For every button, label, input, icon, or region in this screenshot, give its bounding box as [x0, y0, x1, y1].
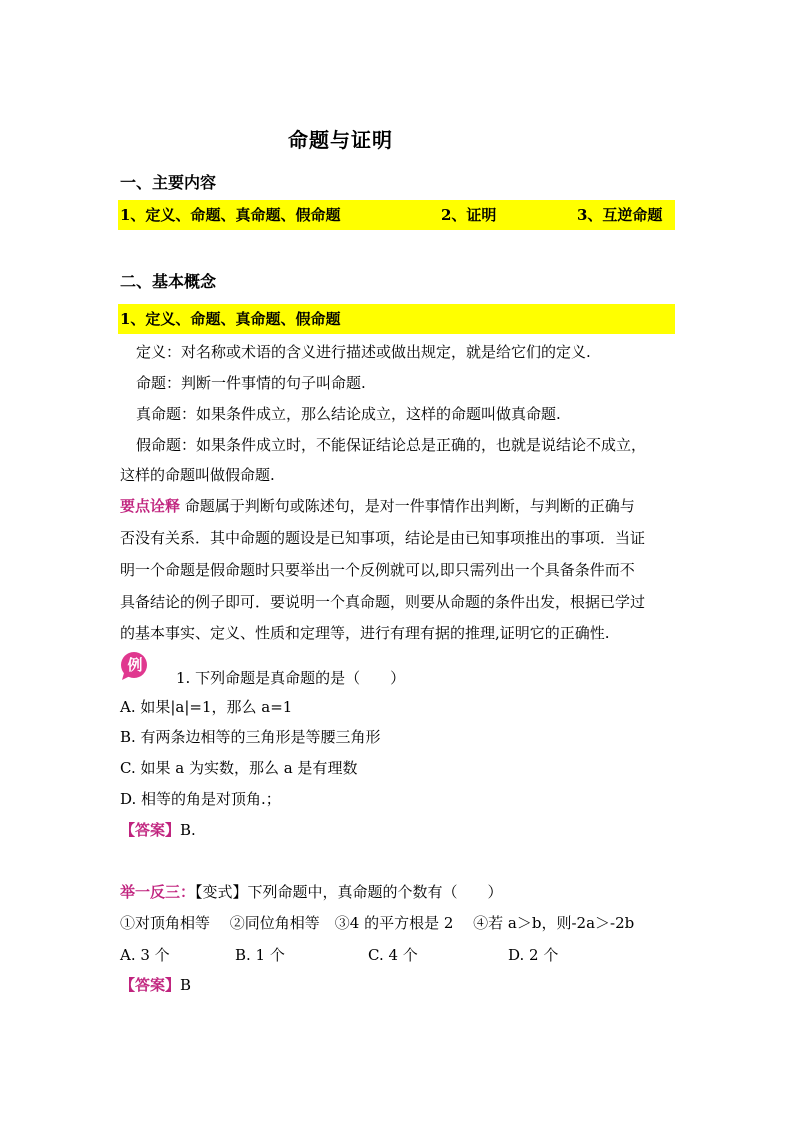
example-question: 1. 下列命题是真命题的是（ ） [176, 669, 406, 687]
example-answer [120, 820, 196, 840]
section-heading-basic-concepts: 二、基本概念 [120, 272, 217, 291]
keypoint-line-4: 具备结论的例子即可．要说明一个真命题，则要从命题的条件出发，根据已学过 [120, 593, 646, 611]
example-option-a: A. 如果|a|=1，那么 a=1 [120, 698, 293, 716]
definition-false-proposition-cont: 这样的命题叫做假命题. [120, 466, 275, 484]
keypoint-line-2: 否没有关系．其中命题的题设是已知事项，结论是由已知事项推出的事项．当证 [120, 529, 646, 547]
variant-question-line [120, 882, 503, 902]
example-answer-label: 【答案】 [120, 821, 181, 839]
variant-label: 举一反三： [120, 883, 196, 901]
variant-choice-b: B. 1 个 [235, 946, 285, 964]
example-option-b: B. 有两条边相等的三角形是等腰三角形 [120, 728, 381, 746]
keypoint-label: 要点诠释 [120, 497, 181, 515]
main-content-item-1: 1、定义、命题、真命题、假命题 [120, 206, 341, 224]
definition-proposition: 命题：判断一件事情的句子叫命题. [136, 374, 366, 392]
page-title: 命题与证明 [288, 128, 393, 152]
variant-choice-a: A. 3 个 [120, 946, 170, 964]
section-heading-main-content: 一、主要内容 [120, 173, 217, 192]
variant-choice-d: D. 2 个 [508, 946, 559, 964]
definition-line: 定义：对名称或术语的含义进行描述或做出规定，就是给它们的定义. [136, 343, 591, 361]
variant-answer-label: 【答案】 [120, 976, 181, 994]
example-answer-value: B. [180, 821, 196, 839]
keypoint-line-5: 的基本事实、定义、性质和定理等，进行有理有据的推理,证明它的正确性. [120, 624, 610, 642]
example-badge-icon [120, 651, 150, 681]
example-option-c: C. 如果 a 为实数，那么 a 是有理数 [120, 759, 358, 777]
variant-choice-c: C. 4 个 [368, 946, 418, 964]
example-option-d: D. 相等的角是对顶角.； [120, 790, 281, 808]
keypoint-line-1 [120, 496, 635, 516]
basic-concepts-subheading: 1、定义、命题、真命题、假命题 [120, 310, 341, 328]
definition-true-proposition: 真命题：如果条件成立，那么结论成立，这样的命题叫做真命题. [136, 405, 561, 423]
main-content-item-3: 3、互逆命题 [577, 206, 663, 224]
keypoint-line-3: 明一个命题是假命题时只要举出一个反例就可以,即只需列出一个具备条件而不 [120, 561, 635, 579]
main-content-item-2: 2、证明 [441, 206, 497, 224]
keypoint-text: 命题属于判断句或陈述句，是对一件事情作出判断，与判断的正确与 [184, 497, 635, 515]
example-badge-label: 例 [127, 656, 143, 674]
definition-false-proposition: 假命题：如果条件成立时，不能保证结论总是正确的，也就是说结论不成立， [136, 436, 647, 454]
variant-question: 【变式】下列命题中，真命题的个数有（ ） [195, 883, 503, 901]
variant-answer [120, 975, 191, 995]
variant-answer-value: B [180, 976, 192, 994]
variant-statements: ①对顶角相等 ②同位角相等 ③4 的平方根是 2 ④若 a＞b，则-2a＞-2b [120, 914, 635, 932]
